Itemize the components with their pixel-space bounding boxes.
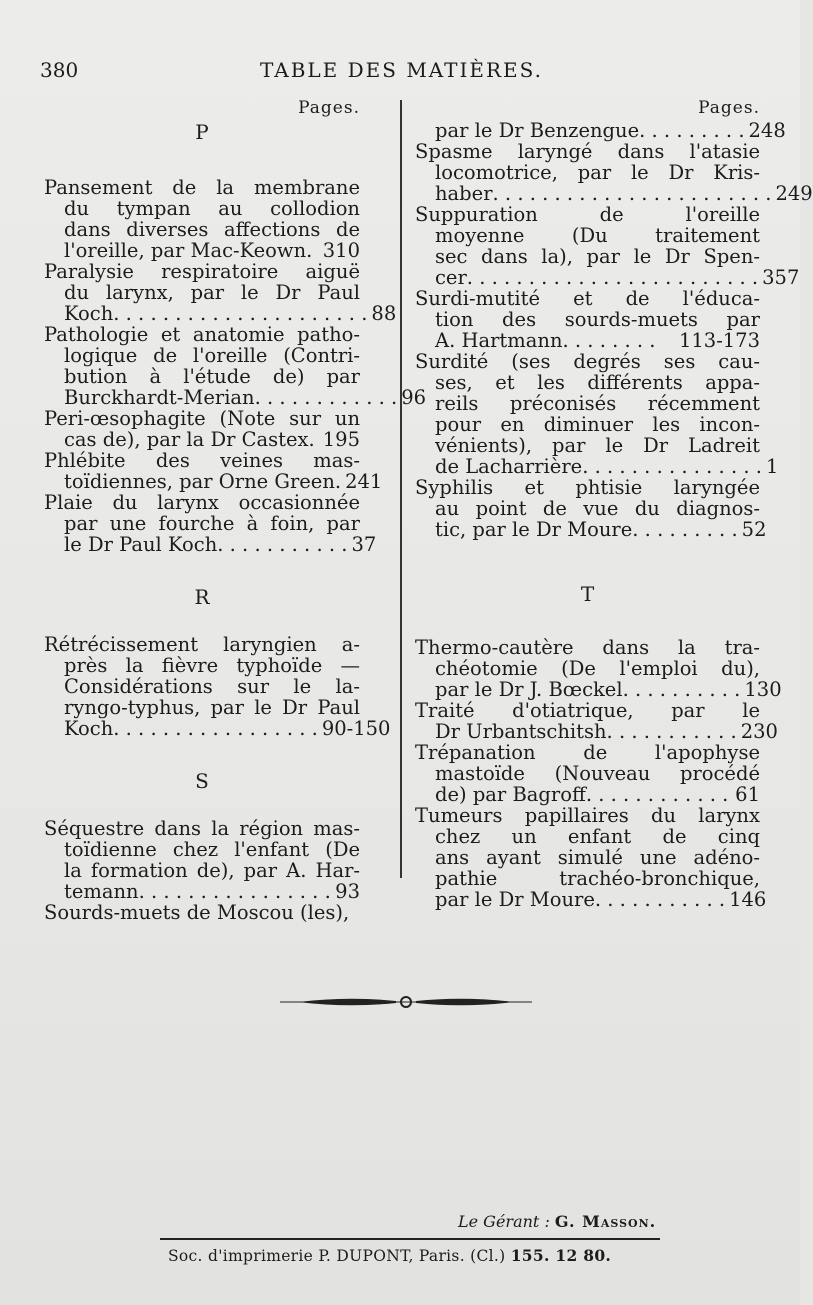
index-entry-plaie: Plaie du larynx occasionnée par une fourche à foin, par le Dr Paul Koch . . . . . . . . . . . 37 [44, 491, 377, 556]
printer-text: Soc. d'imprimerie P. DUPONT, Paris. (Cl.) [168, 1247, 506, 1265]
page-ref: 130 [744, 678, 782, 701]
index-entry-trepanation: Trépanation de l'apophyse mastoïde (Nouveau procédé de) par Bagroff . . . . . . . . . . . . 61 [415, 741, 760, 806]
index-entry-sourds-muets-cont: par le Dr Benzengue . . . . . . . . . 248 [435, 119, 786, 142]
section-letter-t: T [580, 582, 595, 606]
manager-signature [458, 1212, 656, 1231]
page-ref: 248 [748, 119, 786, 142]
index-entry-paralysie: Paralysie respiratoire aiguë du larynx, par le Dr Paul Koch . . . . . . . . . . . . . . . . . . . . . 88 [44, 260, 397, 325]
index-entry-thermo-cautere: Thermo-cautère dans la tra- chéotomie (De l'emploi du), par le Dr J. Bœckel . . . . . . . . . . 130 [415, 636, 782, 701]
index-entry-phlebite: Phlébite des veines mas- toïdiennes, par Orne Green. 241 [44, 449, 383, 493]
page-ref: 88 [371, 302, 397, 325]
index-entry-tumeurs: Tumeurs papillaires du larynx chez un enfant de cinq ans ayant simulé une adéno- pathie trachéo-bronchique, par le Dr Moure . . . . . . . . . . . 146 [415, 804, 767, 911]
index-entry-pansement: Pansement de la membrane du tympan au collodion dans diverses affections de l'oreille, par Mac-Keown. 310 [44, 176, 360, 262]
index-entry-traite: Traité d'otiatrique, par le Dr Urbantschitsh . . . . . . . . . . . 230 [415, 699, 778, 743]
printer-line [168, 1246, 611, 1265]
footer-rule [160, 1238, 660, 1240]
page-number: 380 [40, 58, 79, 82]
page-ref: 357 [762, 266, 800, 289]
running-title: TABLE DES MATIÈRES. [260, 58, 543, 82]
signature-role: Le Gérant : [458, 1212, 550, 1231]
page-ref: 146 [729, 888, 767, 911]
page-ref: 52 [741, 518, 767, 541]
index-entry-suppuration: Suppuration de l'oreille moyenne (Du traitement sec dans la), par le Dr Spen- cer . . . . . . . . . . . . . . . . . . . . . . . . 357 [415, 203, 800, 289]
section-letter-p: P [195, 120, 209, 144]
page-ref: 195 [322, 428, 360, 451]
index-entry-sourds-muets: Sourds-muets de Moscou (les), [44, 901, 350, 924]
index-entry-syphilis: Syphilis et phtisie laryngée au point de vue du diagnos- tic, par le Dr Moure . . . . . . . . . 52 [415, 476, 767, 541]
index-entry-retrecissement: Rétrécissement laryngien a- près la fièvre typhoïde — Considérations sur le la- ryngo-typhus, par le Dr Paul Koch . . . . . . . . . . . . . . . . . 90-150 [44, 633, 391, 740]
left-column [44, 98, 427, 924]
index-entry-surdite: Surdité (ses degrés ses cau- ses, et les différents appa- reils préconisés récemment pour en diminuer les incon- vénients), par le Dr Ladreit de Lacharrière . . . . . . . . . . . . . . . 1 [415, 350, 779, 478]
page-ref: 310 [322, 239, 360, 262]
page-ref: 90-150 [321, 717, 391, 740]
index-entry-spasme: Spasme laryngé dans l'atasie locomotrice, par le Dr Kris- haber . . . . . . . . . . . . . . . . . . . . . . . 249 [415, 140, 813, 205]
page-ref: 241 [345, 470, 383, 493]
section-letter-s: S [195, 769, 209, 793]
page-ref: 37 [351, 533, 377, 556]
ornament-rule-icon [278, 994, 534, 1010]
signature-name: G. Masson. [554, 1212, 657, 1231]
page-ref: 61 [735, 783, 760, 806]
page-ref: 1 [765, 455, 779, 478]
index-entry-surdi-mutite: Surdi-mutité et de l'éduca- tion des sourds-muets par A. Hartmann . . . . . . . . 113-173 [415, 287, 760, 352]
printer-code: 155. 12 80. [510, 1246, 612, 1265]
index-entry-pathologie: Pathologie et anatomie patho- logique de l'oreille (Contri- bution à l'étude de) par Burckhardt-Merian . . . . . . . . . . . . 96 [44, 323, 427, 409]
page-ref: 249 [775, 182, 813, 205]
right-column [415, 98, 813, 911]
index-entry-peri-oesophagite: Peri-œsophagite (Note sur un cas de), par la Dr Castex. 195 [44, 407, 360, 451]
pages-label: Pages. [698, 98, 760, 118]
section-letter-r: R [194, 585, 210, 609]
page-ref: 93 [335, 880, 360, 903]
column-divider [400, 100, 402, 878]
page-header [0, 58, 800, 88]
index-entry-sequestre: Séquestre dans la région mas- toïdienne chez l'enfant (De la formation de), par A. Har- temann . . . . . . . . . . . . . . . . 93 [44, 817, 360, 903]
page-ref: 96 [401, 386, 427, 409]
page-ref: 113-173 [678, 329, 760, 352]
pages-label: Pages. [298, 98, 360, 118]
page-ref: 230 [740, 720, 778, 743]
